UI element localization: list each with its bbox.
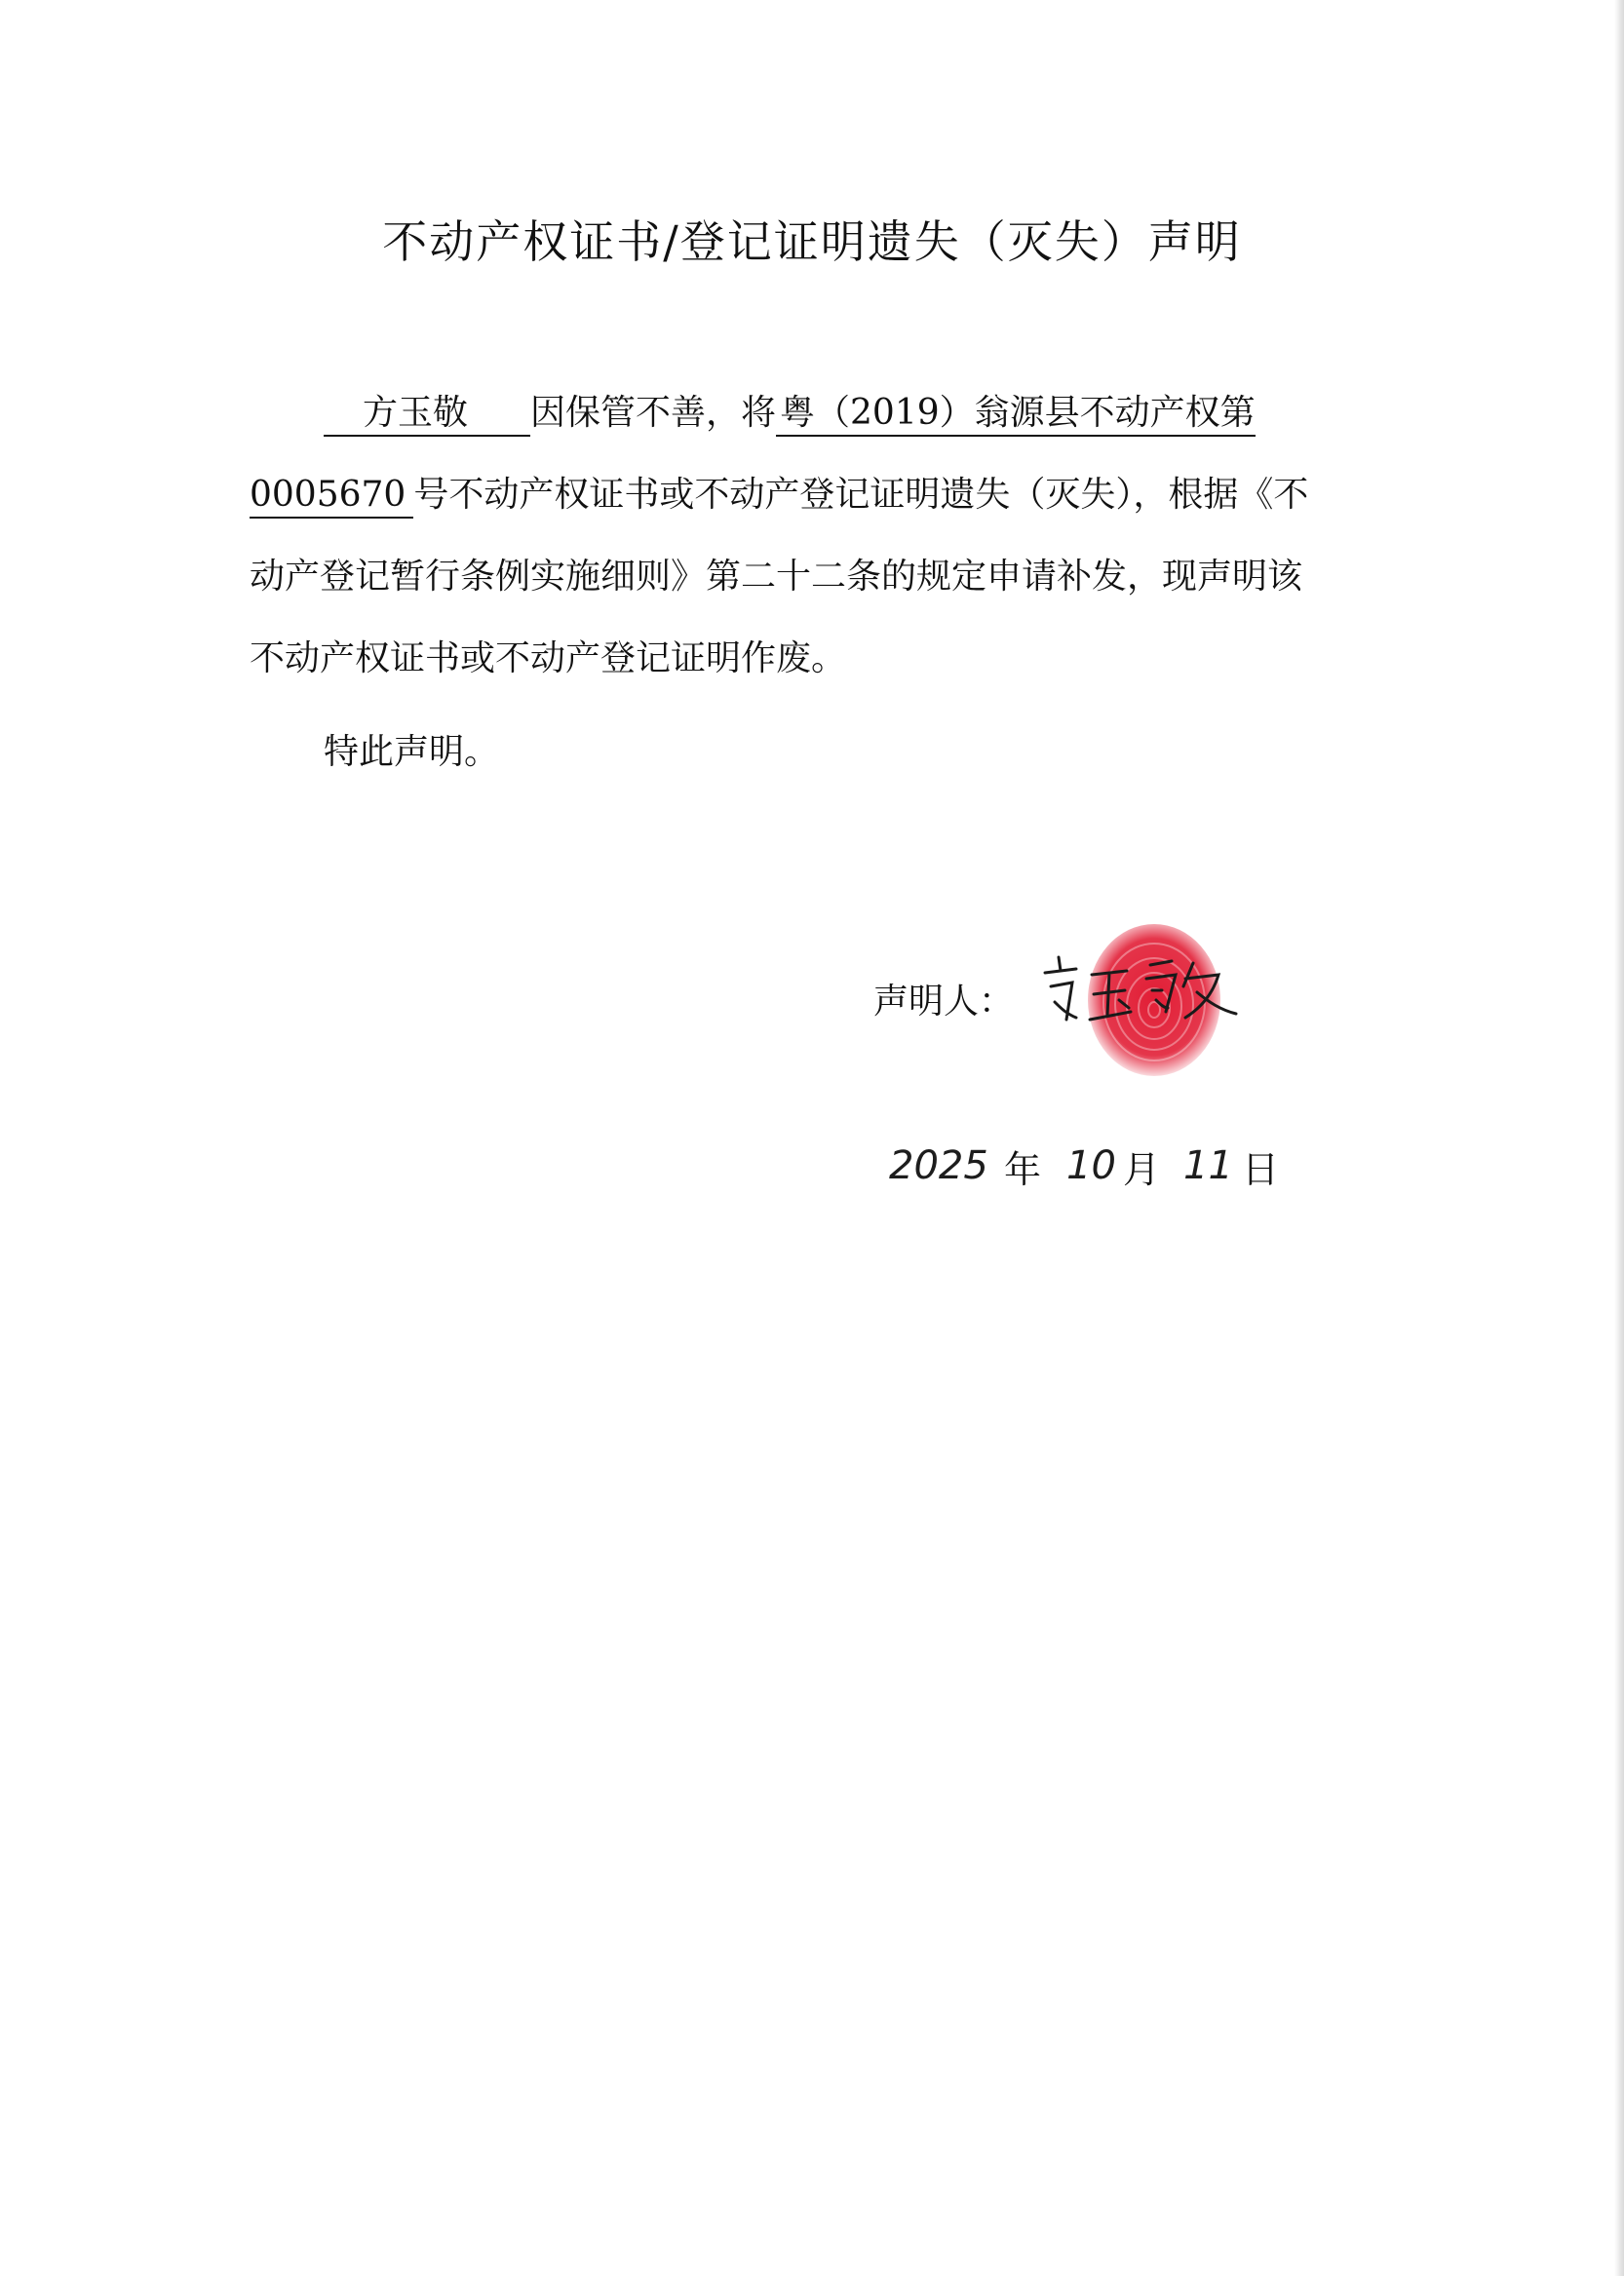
date-day-label: 日 xyxy=(1242,1148,1280,1191)
date-month-handwritten: 10 xyxy=(1066,1143,1116,1188)
date-month-label: 月 xyxy=(1123,1148,1161,1191)
date-year-handwritten: 2025 xyxy=(889,1143,988,1188)
document-title: 不动产权证书/登记证明遗失（灭失）声明 xyxy=(382,215,1242,268)
body-line-3: 动产登记暂行条例实施细则》第二十二条的规定申请补发，现声明该 xyxy=(250,557,1303,597)
body-line-2-text: 号不动产权证书或不动产登记证明遗失（灭失），根据《不 xyxy=(413,475,1309,515)
name-fill-field: 方玉敬 xyxy=(324,392,530,437)
handwritten-signature xyxy=(1037,944,1252,1033)
declarant-label: 声明人： xyxy=(873,982,1015,1022)
scan-edge-shadow xyxy=(1614,0,1624,2276)
body-line-1 xyxy=(324,388,1256,439)
cert-prefix-fill-field: 粤（2019）翁源县不动产权第 xyxy=(776,392,1256,437)
body-line-4: 不动产权证书或不动产登记证明作废。 xyxy=(250,638,847,678)
date-day-handwritten: 11 xyxy=(1183,1143,1233,1188)
closing-statement: 特此声明。 xyxy=(324,732,500,772)
date-year-label: 年 xyxy=(1004,1148,1042,1191)
body-text-after-name: 因保管不善，将 xyxy=(530,393,777,433)
cert-number-fill-field: 0005670 xyxy=(250,474,413,519)
body-line-2 xyxy=(250,470,1308,521)
declaration-date xyxy=(889,1142,1279,1201)
